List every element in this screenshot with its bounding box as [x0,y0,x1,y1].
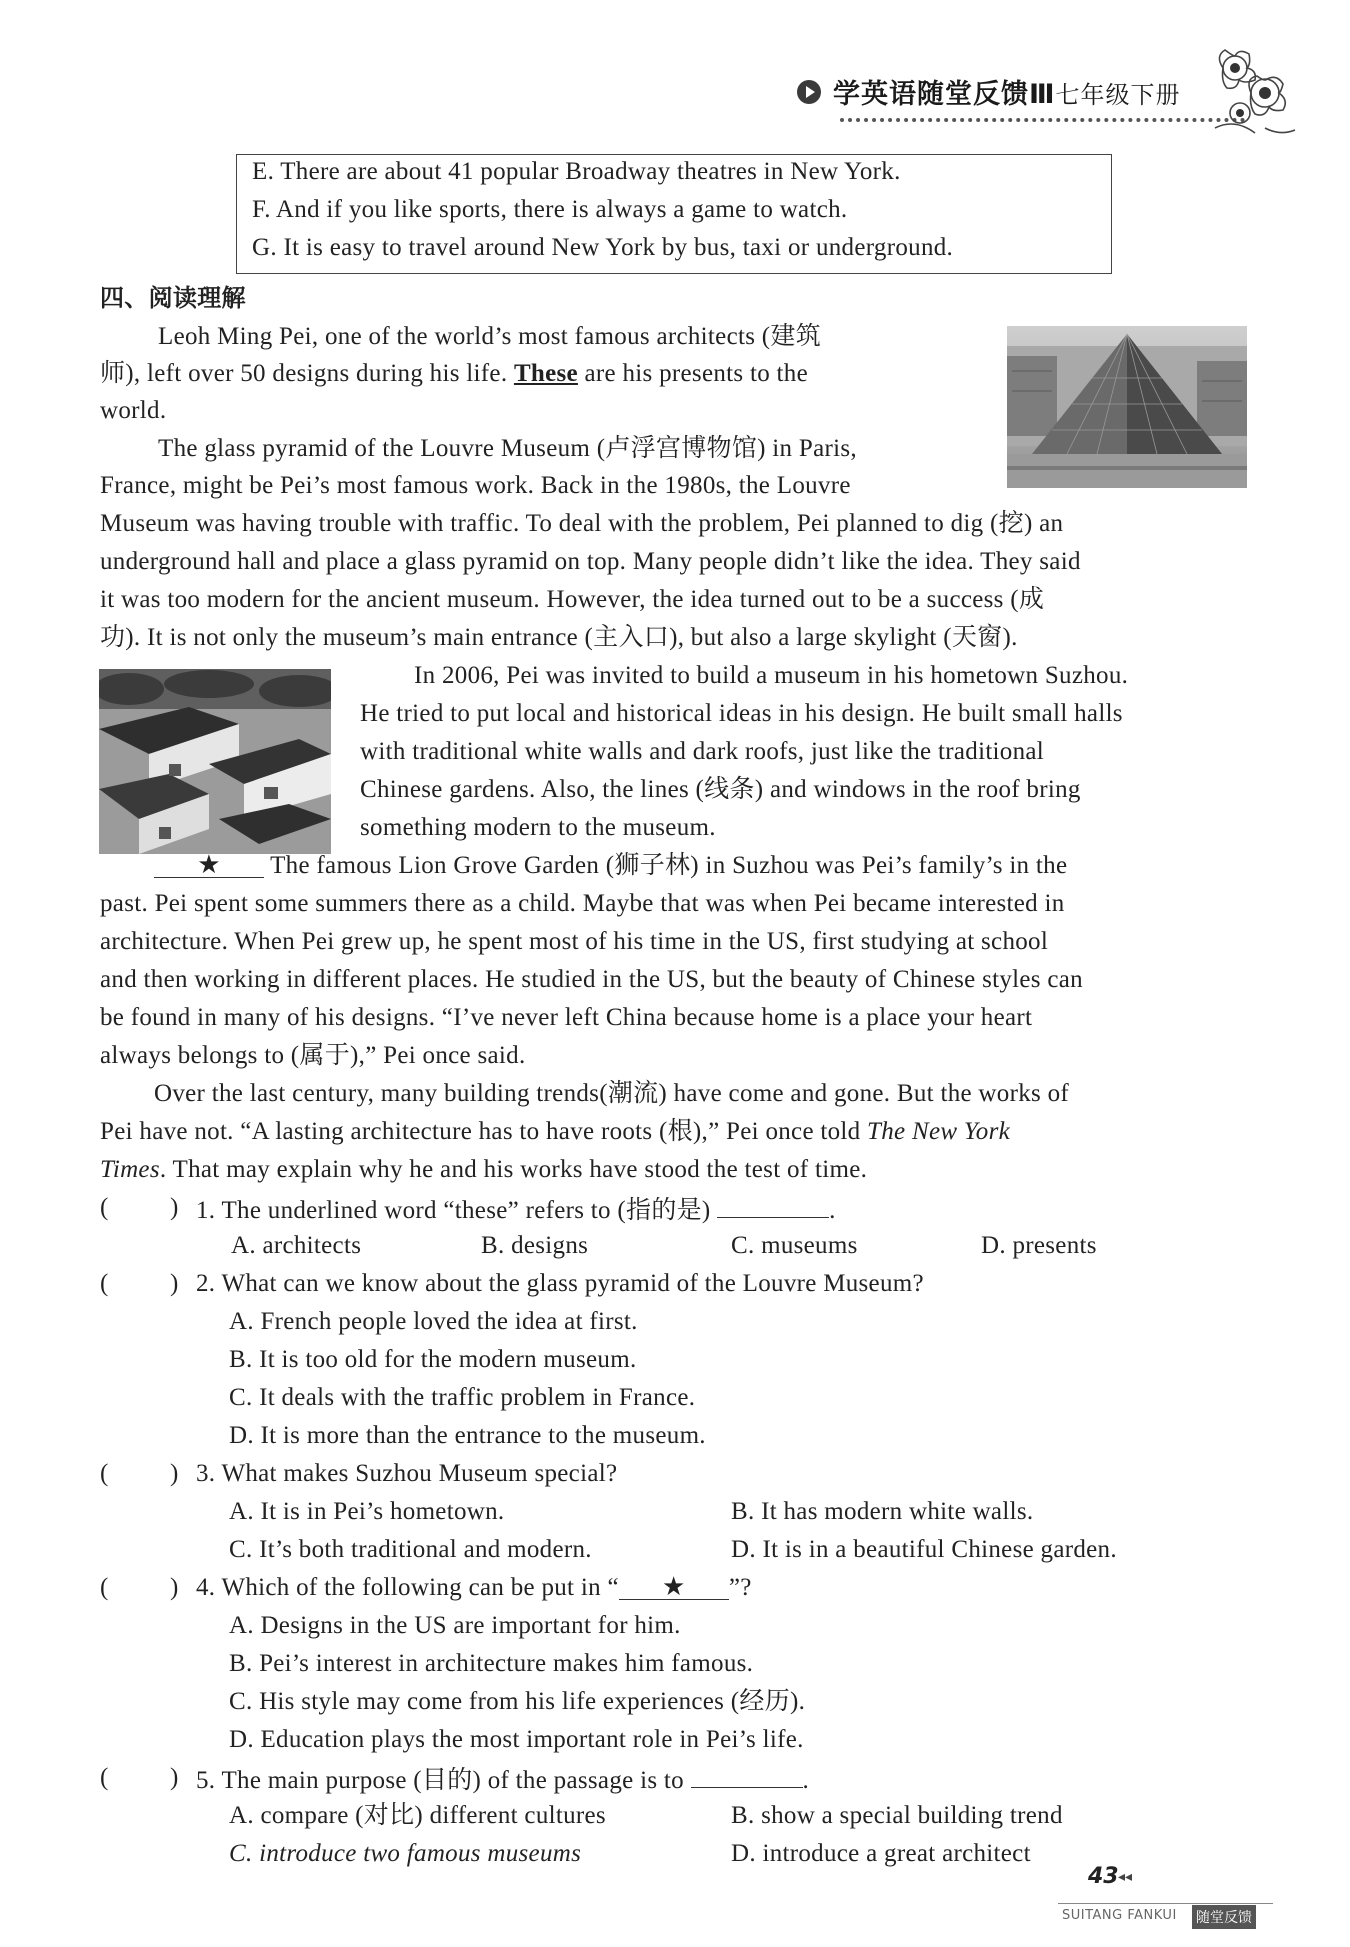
play-icon [797,80,821,104]
passage-line-12: with traditional white walls and dark roofs, just like the traditional [360,738,1045,765]
q4-option-c[interactable]: C. His style may come from his life experiences (经历). [229,1688,806,1715]
q1-stem: 1. The underlined word “these” refers to (指的是) . [196,1193,836,1226]
passage-line-10: In 2006, Pei was invited to build a museum in his hometown Suzhou. [414,662,1129,689]
q2-stem: 2. What can we know about the glass pyramid of the Louvre Museum? [196,1270,924,1297]
passage-line-13: Chinese gardens. Also, the lines (线条) and windows in the roof bring [360,776,1081,803]
q1-option-d[interactable]: D. presents [981,1232,1097,1259]
passage-line-20: always belongs to (属于),” Pei once said. [100,1042,526,1069]
passage-line-7: underground hall and place a glass pyramid on top. Many people didn’t like the idea. They said [100,548,1081,575]
q2-paren-close: ) [170,1270,179,1297]
q3-option-b[interactable]: B. It has modern white walls. [731,1498,1034,1525]
q5-option-a[interactable]: A. compare (对比) different cultures [229,1802,606,1829]
q5-paren-open: ( [100,1764,109,1791]
q4-option-d[interactable]: D. Education plays the most important role in Pei’s life. [229,1726,804,1753]
passage-line-23: Times. That may explain why he and his works have stood the test of time. [100,1156,868,1183]
q3-option-a[interactable]: A. It is in Pei’s hometown. [229,1498,505,1525]
q3-option-c[interactable]: C. It’s both traditional and modern. [229,1536,592,1563]
header-dotted-rule [840,118,1245,122]
passage-line-15: ★ The famous Lion Grove Garden (狮子林) in Suzhou was Pei’s family’s in the [154,851,1067,881]
footer-rule [1058,1903,1273,1904]
q3-paren-close: ) [170,1460,179,1487]
footer-label-cn: 随堂反馈 [1192,1905,1256,1929]
q4-paren-open: ( [100,1574,109,1601]
q4-option-b[interactable]: B. Pei’s interest in architecture makes him famous. [229,1650,754,1677]
passage-line-14: something modern to the museum. [360,814,716,841]
option-f: F. And if you like sports, there is always a game to watch. [252,196,848,223]
option-g: G. It is easy to travel around New York by bus, taxi or underground. [252,234,954,261]
q4-star-blank: ★ [619,1575,729,1600]
left-arrow-icon: ◂◂ [1118,1870,1133,1885]
q2-option-b[interactable]: B. It is too old for the modern museum. [229,1346,637,1373]
q5-option-b[interactable]: B. show a special building trend [731,1802,1063,1829]
q4-option-a[interactable]: A. Designs in the US are important for him. [229,1612,681,1639]
newspaper-name-2: Times [100,1156,160,1183]
q5-paren-close: ) [170,1764,179,1791]
footer-label-en: SUITANG FANKUI [1062,1908,1177,1923]
q5-stem: 5. The main purpose (目的) of the passage is to . [196,1763,809,1796]
section-heading: 四、阅读理解 [100,284,246,312]
q1-paren-close: ) [170,1194,179,1221]
q3-paren-open: ( [100,1460,109,1487]
q1-option-c[interactable]: C. museums [731,1232,858,1259]
passage-line-6: Museum was having trouble with traffic. To deal with the problem, Pei planned to dig (挖) an [100,510,1064,537]
passage-line-16: past. Pei spent some summers there as a child. Maybe that was when Pei became interested in [100,890,1065,917]
book-title: 学英语随堂反馈Ⅲ七年级下册 [833,79,1181,110]
passage-line-3: world. [100,397,167,424]
q1-option-a[interactable]: A. architects [231,1232,362,1259]
q1-answer-blank[interactable] [717,1193,829,1218]
q4-stem: 4. Which of the following can be put in “ ★ ”? [196,1572,752,1601]
newspaper-name-1: The New York [867,1118,1011,1145]
page-number: 43 [1088,1864,1119,1889]
louvre-pyramid-photo [1007,326,1247,488]
passage-line-21: Over the last century, many building trends(潮流) have come and gone. But the works of [154,1080,1070,1107]
passage-line-11: He tried to put local and historical ideas in his design. He built small halls [360,700,1123,727]
q1-option-b[interactable]: B. designs [481,1232,589,1259]
passage-line-17: architecture. When Pei grew up, he spent most of his time in the US, first studying at school [100,928,1049,955]
passage-line-22: Pei have not. “A lasting architecture has to have roots (根),” Pei once told The New York [100,1118,1011,1145]
q3-option-d[interactable]: D. It is in a beautiful Chinese garden. [731,1536,1117,1563]
passage-line-4: The glass pyramid of the Louvre Museum (卢浮宫博物馆) in Paris, [158,435,857,462]
q3-stem: 3. What makes Suzhou Museum special? [196,1460,618,1487]
q2-option-d[interactable]: D. It is more than the entrance to the museum. [229,1422,706,1449]
q4-paren-close: ) [170,1574,179,1601]
option-e: E. There are about 41 popular Broadway theatres in New York. [252,158,901,185]
q2-paren-open: ( [100,1270,109,1297]
q2-option-a[interactable]: A. French people loved the idea at first. [229,1308,638,1335]
q5-answer-blank[interactable] [691,1763,803,1788]
passage-line-2: 师), left over 50 designs during his life. These are his presents to the [100,360,809,387]
book-subtitle: 七年级下册 [1055,81,1181,109]
underlined-these: These [513,360,578,387]
passage-line-8: it was too modern for the ancient museum. However, the idea turned out to be a success (成 [100,586,1045,613]
passage-line-18: and then working in different places. He studied in the US, but the beauty of Chinese styles can [100,966,1083,993]
q2-option-c[interactable]: C. It deals with the traffic problem in France. [229,1384,696,1411]
passage-line-5: France, might be Pei’s most famous work. Back in the 1980s, the Louvre [100,472,851,499]
passage-line-19: be found in many of his designs. “I’ve never left China because home is a place your heart [100,1004,1033,1031]
star-blank: ★ [154,853,264,878]
suzhou-museum-photo [99,669,331,854]
q1-paren-open: ( [100,1194,109,1221]
q5-option-c[interactable]: C. introduce two famous museums [229,1840,582,1867]
passage-line-1: Leoh Ming Pei, one of the world’s most famous architects (建筑 [158,323,822,350]
passage-line-9: 功). It is not only the museum’s main entrance (主入口), but also a large skylight (天窗). [100,624,1018,651]
flower-decoration-icon [1195,38,1305,148]
q5-option-d[interactable]: D. introduce a great architect [731,1840,1031,1867]
